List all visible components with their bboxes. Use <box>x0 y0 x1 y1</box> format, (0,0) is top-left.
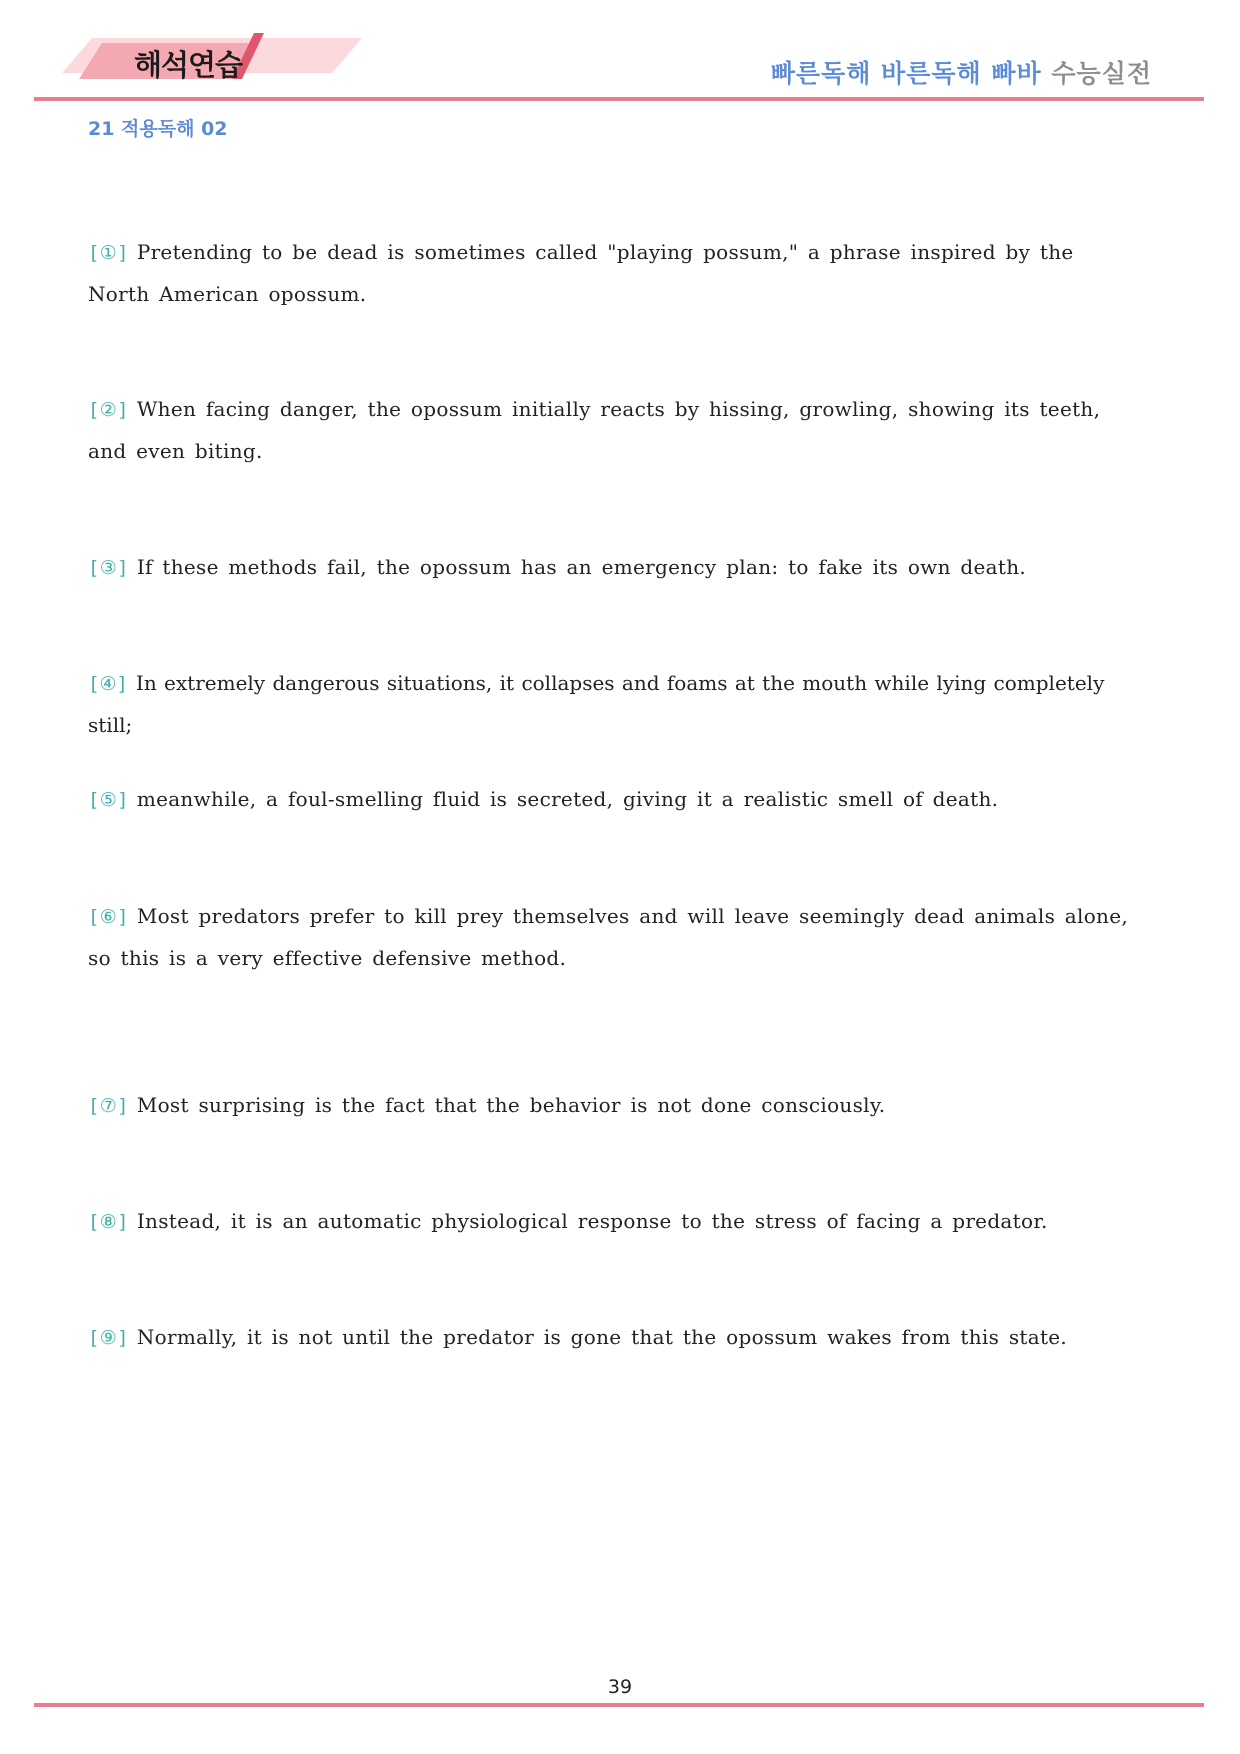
sentence-8 <box>88 1201 1143 1243</box>
sentence-number: [⑤] <box>88 789 129 811</box>
sentence-number: [③] <box>88 557 129 579</box>
sentence-text: Normally, it is not until the predator is gone that the opossum wakes from this state. <box>136 1325 1068 1349</box>
section-label: 21 적용독해 02 <box>88 118 228 140</box>
sentence-7 <box>88 1085 1143 1127</box>
header-badge <box>62 33 362 93</box>
sentence-number: [⑦] <box>88 1095 129 1117</box>
sentence-text: If these methods fail, the opossum has an emergency plan: to fake its own death. <box>136 555 1027 579</box>
sentence-text: Pretending to be dead is sometimes called "playing possum," a phrase inspired by the North American opossum. <box>88 240 1074 306</box>
sentence-3 <box>88 547 1143 589</box>
sentence-number: [⑧] <box>88 1211 129 1233</box>
sentence-number: [⑨] <box>88 1327 129 1349</box>
page-number: 39 <box>607 1676 633 1698</box>
badge-label: 해석연습 <box>134 48 243 82</box>
top-divider <box>34 97 1204 101</box>
brand-title <box>771 54 1152 90</box>
sentence-4 <box>88 663 1143 746</box>
sentence-text: Most surprising is the fact that the behavior is not done consciously. <box>136 1093 886 1117</box>
sentence-text: In extremely dangerous situations, it collapses and foams at the mouth while lying completely still; <box>88 671 1105 737</box>
sentence-2 <box>88 389 1143 472</box>
sentence-1 <box>88 232 1143 315</box>
bottom-divider <box>34 1703 1204 1707</box>
brand-title-sub: 수능실전 <box>1051 59 1152 88</box>
sentence-5 <box>88 779 1143 821</box>
sentence-text: Most predators prefer to kill prey themselves and will leave seemingly dead animals alone, so this is a very effective defensive method. <box>88 904 1129 970</box>
sentence-number: [④] <box>88 673 128 695</box>
sentence-number: [②] <box>88 399 129 421</box>
sentence-text: When facing danger, the opossum initially reacts by hissing, growling, showing its teeth, and even biting. <box>88 397 1101 463</box>
sentence-text: Instead, it is an automatic physiological response to the stress of facing a predator. <box>136 1209 1048 1233</box>
sentence-6 <box>88 896 1143 979</box>
sentence-number: [①] <box>88 242 129 264</box>
brand-title-main: 빠른독해 바른독해 빠바 <box>770 59 1042 88</box>
sentence-number: [⑥] <box>88 906 129 928</box>
sentence-text: meanwhile, a foul-smelling fluid is secreted, giving it a realistic smell of death. <box>136 787 999 811</box>
sentence-9 <box>88 1317 1143 1359</box>
